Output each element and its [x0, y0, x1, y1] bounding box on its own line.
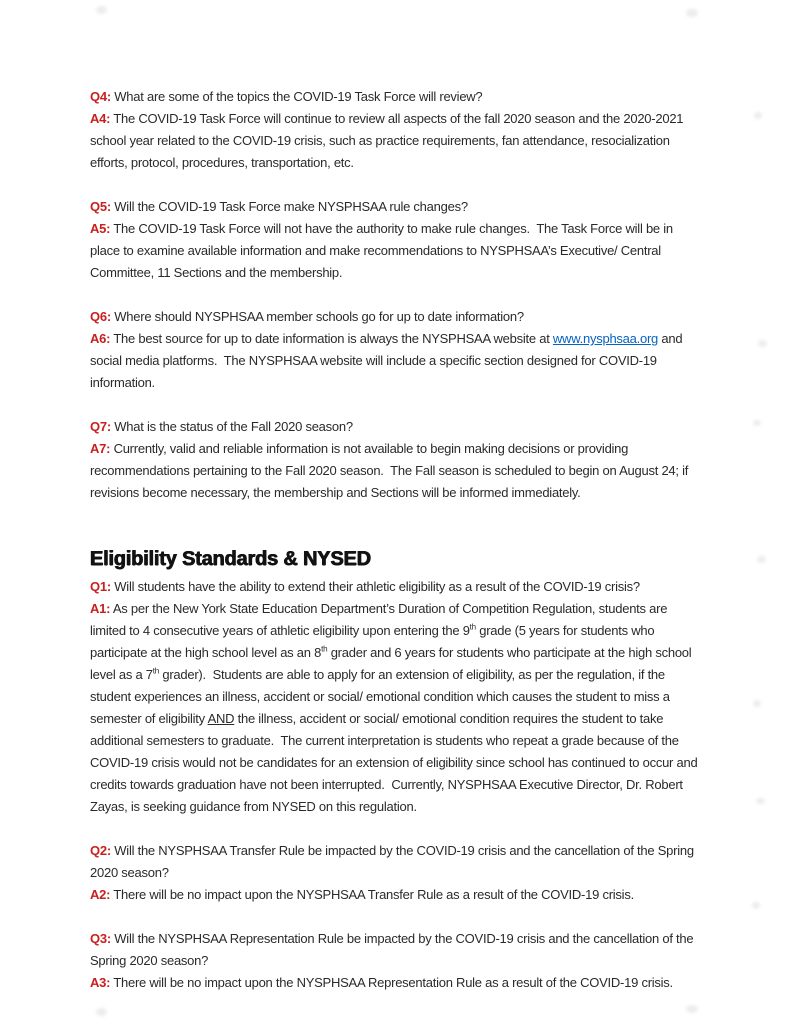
text-segment: Currently, valid and reliable information is not available to begin making decisions or providing recommendations pertaining to the Fall 2020 season. The Fall season is scheduled to begin on August 24; if revisions become necessary, the membership and Sections will be informed immediately. [90, 441, 692, 500]
text-segment: grader and 6 years for students who participate at the high school level as a 7 [90, 645, 695, 682]
question-label: Q5: [90, 199, 111, 214]
question-text [90, 840, 706, 884]
text-segment: The COVID-19 Task Force will continue to review all aspects of the fall 2020 season and the 2020-2021 school year related to the COVID-19 crisis, such as practice requirements, fan attendance, resocialization efforts, protocol, procedures, transportation, etc. [90, 111, 687, 170]
text-segment: There will be no impact upon the NYSPHSAA Representation Rule as a result of the COVID-19 crisis. [110, 975, 673, 990]
qa-block [90, 196, 706, 284]
underlined-text: AND [207, 711, 235, 726]
faq-content [90, 86, 706, 1016]
text-segment: The best source for up to date information is always the NYSPHSAA website at [110, 331, 553, 346]
qa-block [90, 416, 706, 504]
qa-block [90, 86, 706, 174]
text-segment: the illness, accident or social/ emotional condition requires the student to take additional semesters to graduate. The current interpretation is students who repeat a grade because of the COVID-19 crisis would not be candidates for an extension of eligibility since school has continued to occur and credits towards graduation have not been interrupted. Currently, NYSPHSAA Executive Director, Dr. Robert Zayas, is seeking guidance from NYSED on this regulation. [90, 711, 701, 814]
section-heading: Eligibility Standards & NYSED [90, 548, 371, 570]
text-segment: grader). Students are able to apply for an extension of eligibility, as per the regulation, if the student experiences an illness, accident or social/ emotional condition which causes the student to miss a semester of eligibility [90, 667, 674, 726]
scan-artifact [96, 6, 107, 14]
text-segment: and social media platforms. The NYSPHSAA website will include a specific section designed for COVID-19 information. [90, 331, 686, 390]
question-label: Q6: [90, 309, 111, 324]
ordinal-superscript: th [321, 644, 328, 654]
ordinal-superscript: th [152, 666, 159, 676]
question-text [90, 416, 706, 438]
ordinal-superscript: th [469, 622, 476, 632]
answer-label: A2: [90, 887, 111, 902]
answer-text [90, 438, 706, 504]
question-text [90, 306, 706, 328]
faq-section [90, 86, 706, 504]
question-text [90, 576, 706, 598]
scan-artifact [686, 9, 698, 17]
answer-text [90, 972, 706, 994]
answer-label: A7: [90, 441, 111, 456]
qa-block [90, 840, 706, 906]
answer-text [90, 108, 706, 174]
question-text [90, 86, 706, 108]
text-segment: What are some of the topics the COVID-19 Task Force will review? [110, 89, 483, 104]
answer-text [90, 218, 706, 284]
qa-block [90, 928, 706, 994]
text-segment: As per the New York State Education Department’s Duration of Competition Regulation, students are limited to 4 consecutive years of athletic eligibility upon entering the 9 [90, 601, 671, 638]
scan-artifact [758, 340, 767, 347]
question-label: Q1: [90, 579, 111, 594]
scan-artifact [756, 798, 765, 804]
question-text [90, 928, 706, 972]
text-segment: What is the status of the Fall 2020 season? [110, 419, 353, 434]
qa-block [90, 306, 706, 394]
scan-artifact [753, 420, 761, 426]
answer-label: A6: [90, 331, 111, 346]
scan-artifact [752, 902, 760, 909]
question-label: Q7: [90, 419, 111, 434]
text-segment: Will the COVID-19 Task Force make NYSPHSAA rule changes? [110, 199, 468, 214]
scan-artifact [754, 112, 762, 119]
text-segment: Will the NYSPHSAA Transfer Rule be impacted by the COVID-19 crisis and the cancellation of the Spring 2020 season? [90, 843, 698, 880]
answer-text [90, 328, 706, 394]
qa-block [90, 576, 706, 818]
answer-label: A4: [90, 111, 111, 126]
text-segment: The COVID-19 Task Force will not have the authority to make rule changes. The Task Force will be in place to examine available information and make recommendations to NYSPHSAA’s Executive/ Central Committee, 11 Sections and the membership. [90, 221, 677, 280]
question-label: Q3: [90, 931, 111, 946]
answer-text [90, 598, 706, 818]
scan-artifact [757, 556, 766, 563]
question-text [90, 196, 706, 218]
answer-label: A5: [90, 221, 111, 236]
answer-label: A3: [90, 975, 111, 990]
answer-label: A1: [90, 601, 111, 616]
text-segment: Will students have the ability to extend their athletic eligibility as a result of the COVID-19 crisis? [110, 579, 640, 594]
question-label: Q2: [90, 843, 111, 858]
faq-section [90, 548, 706, 994]
text-segment: There will be no impact upon the NYSPHSAA Transfer Rule as a result of the COVID-19 crisis. [110, 887, 634, 902]
website-link[interactable]: www.nysphsaa.org [552, 331, 659, 346]
scan-artifact [753, 700, 761, 707]
text-segment: Will the NYSPHSAA Representation Rule be impacted by the COVID-19 crisis and the cancellation of the Spring 2020 season? [90, 931, 697, 968]
text-segment: Where should NYSPHSAA member schools go for up to date information? [110, 309, 524, 324]
text-segment: grade (5 years for students who participate at the high school level as an 8 [90, 623, 658, 660]
answer-text [90, 884, 706, 906]
question-label: Q4: [90, 89, 111, 104]
